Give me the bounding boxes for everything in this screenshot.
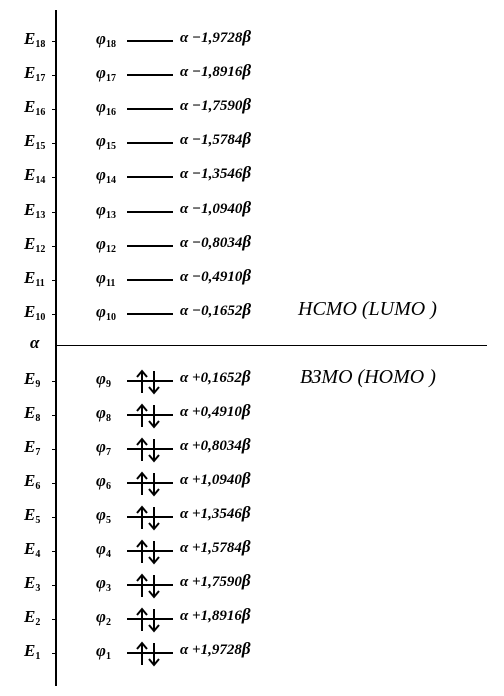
- orbital-label: [96, 369, 111, 390]
- energy-beta: β: [241, 401, 251, 420]
- energy-value: [180, 27, 251, 47]
- energy-label-index: 14: [35, 175, 46, 186]
- energy-level-row: [0, 570, 504, 600]
- energy-beta: β: [242, 95, 252, 114]
- energy-label: [24, 505, 40, 526]
- energy-value: [180, 61, 251, 81]
- energy-level-row: [0, 468, 504, 498]
- energy-expression: α −0,4910: [180, 269, 243, 285]
- axis-tick: [52, 177, 56, 178]
- energy-beta: β: [242, 266, 252, 285]
- energy-label-symbol: E: [24, 607, 36, 626]
- energy-level-row: [0, 60, 504, 90]
- energy-expression: α +1,5784: [180, 540, 242, 556]
- energy-label-index: 18: [35, 39, 46, 50]
- orbital-label: [96, 268, 115, 289]
- orbital-index: 14: [105, 175, 116, 186]
- energy-value: [180, 605, 251, 625]
- energy-beta: β: [241, 537, 251, 556]
- energy-label: [24, 234, 45, 255]
- orbital-label: [96, 165, 116, 186]
- energy-value: [180, 367, 251, 387]
- energy-expression: α +0,8034: [180, 438, 242, 454]
- energy-label-index: 6: [35, 481, 41, 492]
- energy-label-symbol: E: [24, 29, 36, 48]
- energy-value: [180, 435, 251, 455]
- orbital-symbol: φ: [96, 131, 106, 150]
- energy-label: [24, 200, 45, 221]
- energy-level-row: [0, 197, 504, 227]
- orbital-symbol: φ: [96, 641, 106, 660]
- axis-tick: [52, 41, 56, 42]
- energy-level-row: [0, 434, 504, 464]
- energy-label-symbol: E: [24, 302, 36, 321]
- energy-expression: α −1,9728: [180, 30, 243, 46]
- energy-label: [24, 403, 40, 424]
- axis-tick: [52, 449, 56, 450]
- electron-pair-icon: [133, 403, 163, 429]
- orbital-index: 4: [105, 549, 111, 560]
- energy-value: [180, 300, 251, 320]
- orbital-symbol: φ: [96, 607, 106, 626]
- axis-tick: [52, 551, 56, 552]
- orbital-symbol: φ: [96, 437, 106, 456]
- energy-beta: β: [242, 61, 252, 80]
- orbital-label: [96, 641, 111, 662]
- orbital-symbol: φ: [96, 573, 106, 592]
- axis-tick: [52, 143, 56, 144]
- orbital-index: 5: [105, 515, 111, 526]
- axis-tick: [52, 585, 56, 586]
- energy-value: [180, 469, 251, 489]
- orbital-level-line: [127, 142, 173, 144]
- energy-label: [24, 539, 40, 560]
- energy-beta: β: [241, 469, 251, 488]
- electron-pair-icon: [133, 437, 163, 463]
- electron-pair-icon: [133, 607, 163, 633]
- spin-down-arrow-icon: [149, 541, 159, 563]
- orbital-level-line: [127, 40, 173, 42]
- energy-label-symbol: E: [24, 200, 36, 219]
- orbital-index: 16: [105, 107, 116, 118]
- spin-up-arrow-icon: [137, 439, 147, 461]
- spin-down-arrow-icon: [149, 609, 159, 631]
- orbital-index: 12: [105, 244, 116, 255]
- energy-label-index: 10: [35, 312, 46, 323]
- energy-beta: β: [241, 367, 251, 386]
- orbital-label: [96, 437, 111, 458]
- axis-tick: [52, 483, 56, 484]
- energy-label-symbol: E: [24, 131, 36, 150]
- energy-label-index: 15: [35, 141, 46, 152]
- electron-pair-icon: [133, 641, 163, 667]
- orbital-label: [96, 505, 111, 526]
- spin-up-arrow-icon: [137, 507, 147, 529]
- axis-tick: [52, 246, 56, 247]
- orbital-symbol: φ: [96, 539, 106, 558]
- electron-pair-icon: [133, 539, 163, 565]
- energy-label-symbol: E: [24, 234, 36, 253]
- energy-label-index: 8: [35, 413, 41, 424]
- energy-label-index: 17: [35, 73, 46, 84]
- energy-label-symbol: E: [24, 641, 36, 660]
- electron-pair-icon: [133, 573, 163, 599]
- energy-label-symbol: E: [24, 505, 36, 524]
- homo-label: ВЗМО (НОМО ): [300, 366, 436, 388]
- orbital-index: 3: [105, 583, 111, 594]
- energy-level-row: [0, 231, 504, 261]
- energy-beta: β: [242, 300, 252, 319]
- energy-value: [180, 232, 251, 252]
- energy-label-index: 5: [35, 515, 41, 526]
- spin-up-arrow-icon: [137, 609, 147, 631]
- orbital-level-line: [127, 313, 173, 315]
- energy-label: [24, 573, 40, 594]
- orbital-index: 2: [105, 617, 111, 628]
- orbital-label: [96, 302, 116, 323]
- orbital-label: [96, 403, 111, 424]
- energy-expression: α −0,1652: [180, 303, 243, 319]
- energy-level-row: [0, 604, 504, 634]
- energy-level-row: [0, 502, 504, 532]
- orbital-level-line: [127, 279, 173, 281]
- energy-level-row: [0, 265, 504, 295]
- energy-label-index: 2: [35, 617, 41, 628]
- energy-level-row: [0, 26, 504, 56]
- axis-tick: [52, 619, 56, 620]
- electron-pair-icon: [133, 369, 163, 395]
- energy-expression: α +1,8916: [180, 608, 242, 624]
- energy-beta: β: [241, 605, 251, 624]
- electron-pair-icon: [133, 471, 163, 497]
- energy-beta: β: [242, 129, 252, 148]
- energy-expression: α +1,0940: [180, 472, 242, 488]
- energy-expression: α +0,4910: [180, 404, 242, 420]
- energy-label-index: 7: [35, 447, 41, 458]
- spin-down-arrow-icon: [149, 439, 159, 461]
- energy-label: [24, 97, 45, 118]
- orbital-index: 6: [105, 481, 111, 492]
- energy-beta: β: [242, 163, 252, 182]
- energy-label: [24, 302, 45, 323]
- energy-label: [24, 131, 45, 152]
- energy-level-row: [0, 128, 504, 158]
- orbital-index: 10: [105, 312, 116, 323]
- axis-tick: [52, 280, 56, 281]
- energy-expression: α −1,5784: [180, 132, 243, 148]
- energy-expression: α −0,8034: [180, 235, 243, 251]
- alpha-label: α: [30, 333, 40, 352]
- energy-label-index: 12: [35, 244, 46, 255]
- orbital-label: [96, 97, 116, 118]
- energy-label-index: 11: [35, 278, 45, 289]
- energy-expression: α −1,3546: [180, 166, 243, 182]
- orbital-symbol: φ: [96, 369, 106, 388]
- axis-tick: [52, 212, 56, 213]
- orbital-label: [96, 573, 111, 594]
- energy-label-symbol: E: [24, 471, 36, 490]
- energy-beta: β: [242, 198, 252, 217]
- orbital-index: 1: [105, 651, 111, 662]
- spin-up-arrow-icon: [137, 643, 147, 665]
- energy-level-row: [0, 536, 504, 566]
- axis-tick: [52, 75, 56, 76]
- orbital-symbol: φ: [96, 268, 106, 287]
- axis-tick: [52, 314, 56, 315]
- energy-label-index: 16: [35, 107, 46, 118]
- orbital-label: [96, 63, 116, 84]
- energy-label: [24, 607, 40, 628]
- orbital-index: 7: [105, 447, 111, 458]
- energy-beta: β: [241, 435, 251, 454]
- alpha-reference-line: [57, 345, 487, 346]
- energy-label-index: 4: [35, 549, 41, 560]
- energy-level-row: [0, 94, 504, 124]
- orbital-level-line: [127, 176, 173, 178]
- energy-level-row: [0, 162, 504, 192]
- energy-beta: β: [241, 639, 251, 658]
- energy-label-symbol: E: [24, 97, 36, 116]
- energy-label-symbol: E: [24, 369, 36, 388]
- lumo-label: НСМО (LUMO ): [298, 298, 437, 320]
- spin-down-arrow-icon: [149, 507, 159, 529]
- energy-beta: β: [241, 571, 251, 590]
- orbital-index: 11: [105, 278, 116, 289]
- orbital-level-line: [127, 108, 173, 110]
- energy-label-index: 3: [35, 583, 41, 594]
- orbital-level-line: [127, 74, 173, 76]
- energy-level-row: [0, 638, 504, 668]
- orbital-symbol: φ: [96, 403, 106, 422]
- energy-beta: β: [242, 27, 252, 46]
- energy-label-symbol: E: [24, 63, 36, 82]
- energy-value: [180, 95, 251, 115]
- orbital-label: [96, 539, 111, 560]
- orbital-label: [96, 29, 116, 50]
- energy-expression: α −1,0940: [180, 201, 243, 217]
- energy-value: [180, 198, 251, 218]
- orbital-symbol: φ: [96, 63, 106, 82]
- energy-label-symbol: E: [24, 403, 36, 422]
- energy-value: [180, 129, 251, 149]
- energy-label: [24, 268, 45, 289]
- orbital-symbol: φ: [96, 165, 106, 184]
- orbital-symbol: φ: [96, 234, 106, 253]
- orbital-index: 18: [105, 39, 116, 50]
- energy-label: [24, 369, 40, 390]
- orbital-level-line: [127, 211, 173, 213]
- orbital-symbol: φ: [96, 29, 106, 48]
- spin-up-arrow-icon: [137, 371, 147, 393]
- energy-expression: α +0,1652: [180, 370, 242, 386]
- energy-label-index: 1: [35, 651, 41, 662]
- spin-down-arrow-icon: [149, 643, 159, 665]
- energy-label-symbol: E: [24, 539, 36, 558]
- orbital-symbol: φ: [96, 505, 106, 524]
- orbital-symbol: φ: [96, 200, 106, 219]
- orbital-index: 9: [105, 379, 111, 390]
- orbital-level-line: [127, 245, 173, 247]
- energy-label: [24, 437, 40, 458]
- orbital-label: [96, 471, 111, 492]
- orbital-label: [96, 607, 111, 628]
- axis-tick: [52, 109, 56, 110]
- energy-label-symbol: E: [24, 165, 36, 184]
- energy-level-row: [0, 366, 504, 396]
- energy-value: [180, 571, 251, 591]
- energy-value: [180, 266, 251, 286]
- orbital-label: [96, 234, 116, 255]
- energy-value: [180, 401, 251, 421]
- spin-up-arrow-icon: [137, 405, 147, 427]
- energy-label-index: 9: [35, 379, 41, 390]
- electron-pair-icon: [133, 505, 163, 531]
- energy-expression: α +1,7590: [180, 574, 242, 590]
- energy-label: [24, 29, 45, 50]
- energy-beta: β: [242, 232, 252, 251]
- energy-expression: α +1,3546: [180, 506, 242, 522]
- spin-up-arrow-icon: [137, 473, 147, 495]
- orbital-symbol: φ: [96, 97, 106, 116]
- energy-level-row: [0, 400, 504, 430]
- energy-label-symbol: E: [24, 437, 36, 456]
- energy-beta: β: [241, 503, 251, 522]
- spin-up-arrow-icon: [137, 541, 147, 563]
- energy-value: [180, 503, 251, 523]
- spin-down-arrow-icon: [149, 575, 159, 597]
- energy-expression: α −1,8916: [180, 64, 243, 80]
- spin-down-arrow-icon: [149, 405, 159, 427]
- axis-tick: [52, 653, 56, 654]
- spin-down-arrow-icon: [149, 371, 159, 393]
- orbital-index: 13: [105, 210, 116, 221]
- energy-label: [24, 63, 45, 84]
- spin-up-arrow-icon: [137, 575, 147, 597]
- orbital-symbol: φ: [96, 302, 106, 321]
- orbital-index: 8: [105, 413, 111, 424]
- energy-value: [180, 639, 251, 659]
- orbital-label: [96, 131, 116, 152]
- energy-level-row: [0, 299, 504, 329]
- energy-label-symbol: E: [24, 268, 36, 287]
- orbital-index: 15: [105, 141, 116, 152]
- energy-label-symbol: E: [24, 573, 36, 592]
- axis-tick: [52, 415, 56, 416]
- energy-label-index: 13: [35, 210, 46, 221]
- orbital-index: 17: [105, 73, 116, 84]
- energy-label: [24, 641, 40, 662]
- energy-label: [24, 165, 45, 186]
- orbital-label: [96, 200, 116, 221]
- energy-value: [180, 163, 251, 183]
- energy-label: [24, 471, 40, 492]
- energy-expression: α +1,9728: [180, 642, 242, 658]
- axis-tick: [52, 517, 56, 518]
- energy-value: [180, 537, 251, 557]
- spin-down-arrow-icon: [149, 473, 159, 495]
- axis-tick: [52, 381, 56, 382]
- orbital-symbol: φ: [96, 471, 106, 490]
- energy-expression: α −1,7590: [180, 98, 243, 114]
